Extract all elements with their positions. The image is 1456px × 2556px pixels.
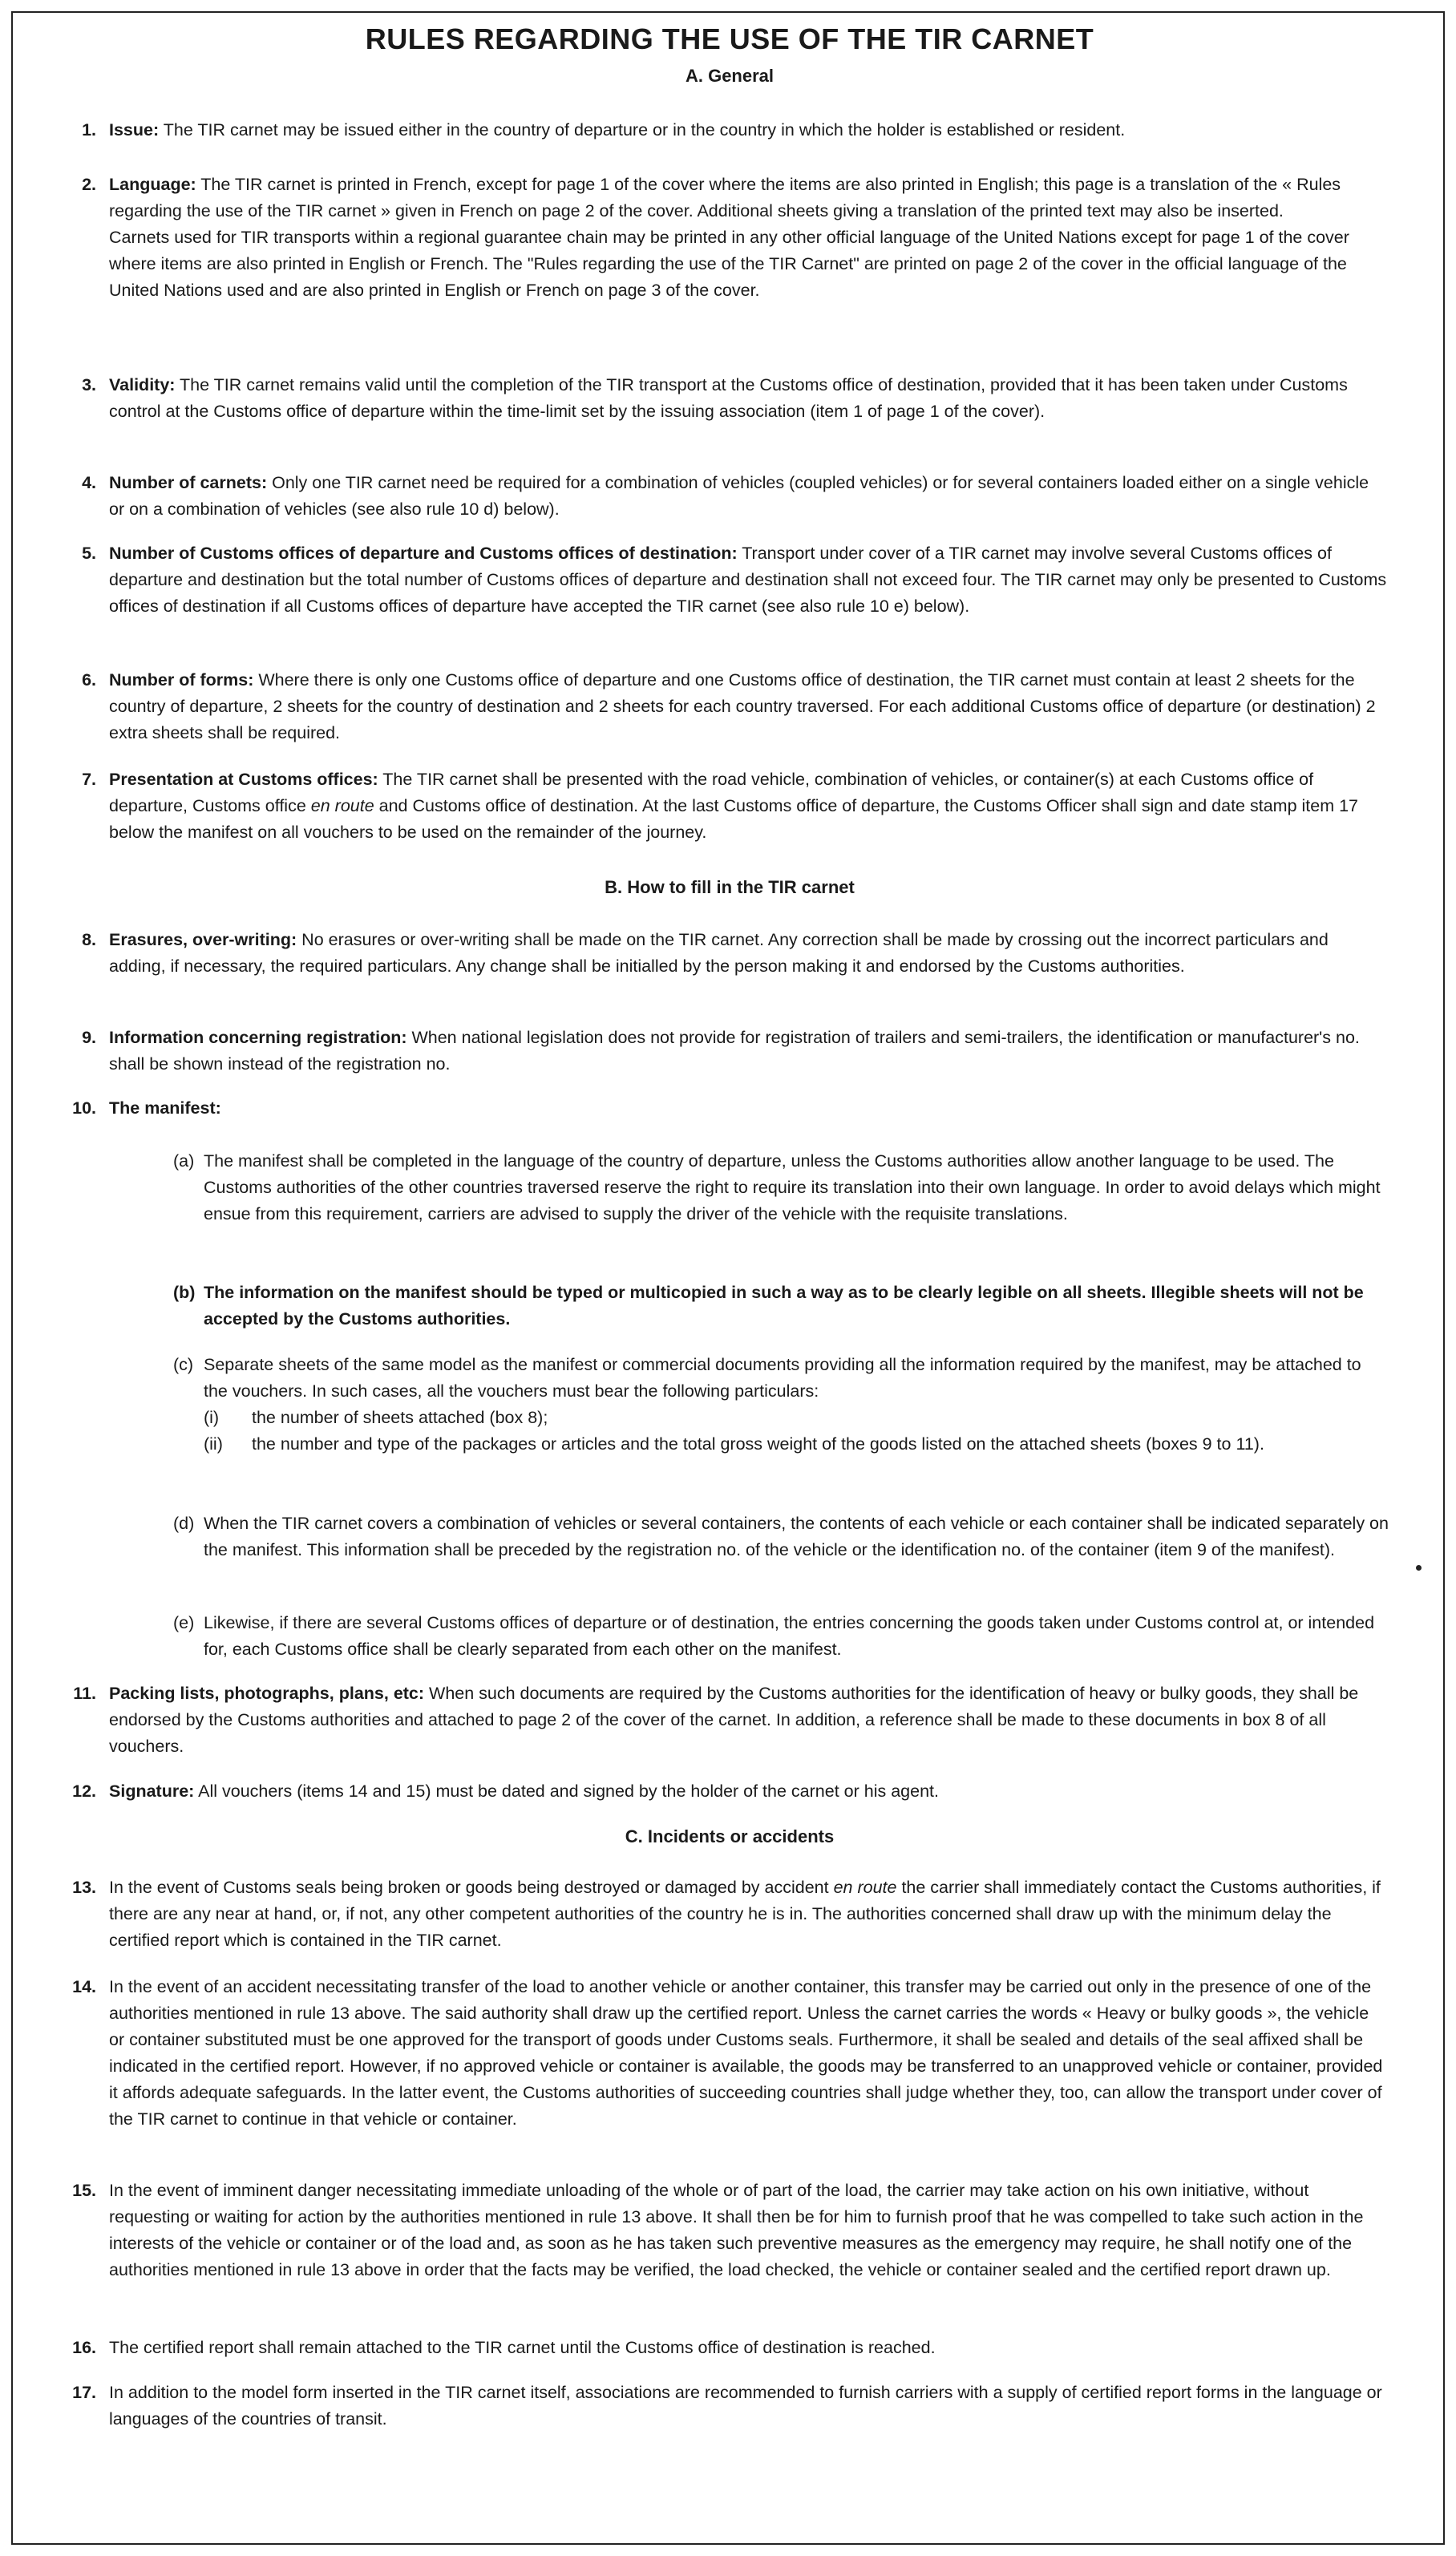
rule-text: In the event of Customs seals being broken or goods being destroyed or damaged by accident <box>109 1878 834 1897</box>
item-text: The information on the manifest should be typed or multicopied in such a way as to be clearly legible on all sheets. Illegible sheets will not be accepted by the Customs authorities. <box>204 1283 1364 1329</box>
rule-text: Transport under cover of a TIR carnet may involve several Customs offices of departure and destination but the total number of Customs offices of departure and destination shall not exceed four. The TIR carnet may only be presented to Customs offices of destination if all Customs offices of departure have accepted the TIR carnet (see also rule 10 e) below). <box>109 544 1387 616</box>
rule-number: 7. <box>82 770 96 789</box>
rule-number: 17. <box>72 2383 96 2402</box>
rule-text: No erasures or over-writing shall be made on the TIR carnet. Any correction shall be made by crossing out the incorrect particulars and adding, if necessary, the required particulars. Any change shall be initialled by the person making it and endorsed by the Customs authorities. <box>109 930 1329 976</box>
item-tag: (a) <box>173 1151 195 1171</box>
rule-label: Number of Customs offices of departure and Customs offices of destination: <box>109 544 738 563</box>
document-title: RULES REGARDING THE USE OF THE TIR CARNET <box>365 22 1094 55</box>
rule-label: Language: <box>109 175 196 194</box>
rule-text-italic: en route <box>833 1878 897 1897</box>
rule-text-italic: en route <box>310 796 374 815</box>
rule-text: Where there is only one Customs office of departure and one Customs office of destination, the TIR carnet must contain at least 2 sheets for the country of departure, 2 sheets for the country of destination and 2 sheets for each country traversed. For each additional Customs office of departure (or destination) 2 extra sheets shall be required. <box>109 670 1376 742</box>
rule-text: The TIR carnet is printed in French, except for page 1 of the cover where the items are also printed in English; this page is a translation of the « Rules regarding the use of the TIR carnet » given in French on page 2 of the cover. Additional sheets giving a translation of the printed text may also be inserted. <box>109 175 1341 220</box>
rule-number: 14. <box>72 1977 96 1996</box>
rule-8 <box>64 927 1389 980</box>
rule-label: Number of forms: <box>109 670 254 690</box>
rule-number: 5. <box>82 544 96 563</box>
rule-number: 1. <box>82 120 96 140</box>
rule-number: 11. <box>73 1684 96 1703</box>
rule-number: 12. <box>72 1782 96 1801</box>
rule-label: The manifest: <box>109 1098 221 1118</box>
item-tag: (c) <box>173 1355 194 1374</box>
rule-4 <box>64 470 1389 523</box>
section-heading-incidents: C. Incidents or accidents <box>625 1826 835 1846</box>
document-frame <box>11 11 1445 2545</box>
rule-label: Issue: <box>109 120 160 140</box>
rule-number: 13. <box>72 1878 96 1897</box>
sub-item-tag: (i) <box>204 1408 220 1427</box>
rule-number: 8. <box>82 930 96 949</box>
item-text: Likewise, if there are several Customs offices of departure or of destination, the entries concerning the goods taken under Customs control at, or intended for, each Customs office shall be clearly separated from each other on the manifest. <box>204 1613 1375 1659</box>
rule-number: 15. <box>72 2181 96 2200</box>
rule-13 <box>64 1875 1389 1954</box>
rule-3 <box>64 372 1389 425</box>
item-text: Separate sheets of the same model as the manifest or commercial documents providing all the information required by the manifest, may be attached to the vouchers. In such cases, all the vouchers must bear the following particulars: <box>204 1355 1361 1401</box>
rule-label: Number of carnets: <box>109 473 268 492</box>
section-heading-how-to-fill: B. How to fill in the TIR carnet <box>605 877 855 897</box>
rule-number: 6. <box>82 670 96 690</box>
rule-text: When national legislation does not provide for registration of trailers and semi-trailers, the identification or manufacturer's no. shall be shown instead of the registration no. <box>109 1028 1360 1074</box>
rule-number: 2. <box>82 175 96 194</box>
rule-label: Presentation at Customs offices: <box>109 770 378 789</box>
sub-item-ii <box>204 1431 1389 1458</box>
rule-10-item-c <box>173 1352 1389 1458</box>
rule-15 <box>64 2178 1389 2283</box>
rule-label: Information concerning registration: <box>109 1028 407 1047</box>
rule-text: Only one TIR carnet need be required for a combination of vehicles (coupled vehicles) or for several containers loaded either on a single vehicle or on a combination of vehicles (see also rule 10 d) below). <box>109 473 1369 519</box>
item-tag: (b) <box>173 1283 196 1302</box>
rule-label: Erasures, over-writing: <box>109 930 297 949</box>
rule-label: Validity: <box>109 375 176 394</box>
rule-text-continued: Carnets used for TIR transports within a regional guarantee chain may be printed in any other official language of the United Nations except for page 1 of the cover where items are also printed in English or French. The "Rules regarding the use of the TIR Carnet" are printed on page 2 of the cover in the official language of the United Nations used and are also printed in English or French on page 3 of the cover. <box>109 228 1349 300</box>
rule-10-item-e <box>173 1610 1389 1663</box>
rule-10-item-b <box>173 1280 1389 1333</box>
rule-16 <box>64 2335 1389 2361</box>
rule-number: 4. <box>82 473 96 492</box>
rule-text: The TIR carnet remains valid until the completion of the TIR transport at the Customs office of destination, provided that it has been taken under Customs control at the Customs office of departure within the time-limit set by the issuing association (item 1 of page 1 of the cover). <box>109 375 1348 421</box>
rule-label: Packing lists, photographs, plans, etc: <box>109 1684 425 1703</box>
sub-item-i <box>204 1405 1389 1431</box>
item-tag: (d) <box>173 1514 195 1533</box>
stray-mark <box>1416 1565 1422 1571</box>
rule-number: 3. <box>82 375 96 394</box>
sub-item-text: the number of sheets attached (box 8); <box>252 1408 548 1427</box>
rule-text: In the event of an accident necessitating transfer of the load to another vehicle or another container, this transfer may be carried out only in the presence of one of the authorities mentioned in rule 13 above. The said authority shall draw up the certified report. Unless the carnet carries the words « Heavy or bulky goods », the vehicle or container substituted must be one approved for the transport of goods under Customs seals. Furthermore, it shall be sealed and details of the seal affixed shall be indicated in the certified report. However, if no approved vehicle or container is available, the goods may be transferred to an unapproved vehicle or container, provided it affords adequate safeguards. In the latter event, the Customs authorities of succeeding countries shall judge whether they, too, can allow the transport under cover of the TIR carnet to continue in that vehicle or container. <box>109 1977 1383 2129</box>
rule-text: When such documents are required by the Customs authorities for the identification of heavy or bulky goods, they shall be endorsed by the Customs authorities and attached to page 2 of the cover of the carnet. In addition, a reference shall be made to these documents in box 8 of all vouchers. <box>109 1684 1359 1756</box>
rule-12 <box>64 1778 1389 1805</box>
rule-text: the carrier shall immediately contact the Customs authorities, if there are any near at hand, or, if not, any other competent authorities of the country he is in. The authorities concerned shall draw up with the minimum delay the certified report which is contained in the TIR carnet. <box>109 1878 1381 1950</box>
rule-11 <box>64 1680 1389 1760</box>
rule-number: 9. <box>82 1028 96 1047</box>
rule-text: The TIR carnet may be issued either in the country of departure or in the country in which the holder is established or resident. <box>159 120 1126 140</box>
rule-text: In the event of imminent danger necessitating immediate unloading of the whole or of part of the load, the carrier may take action on his own initiative, without requesting or waiting for action by the authorities mentioned in rule 13 above. It shall then be for him to furnish proof that he was compelled to take such action in the interests of the vehicle or container or of the load and, as soon as he has taken such preventive measures as the emergency may require, he shall notify one of the authorities mentioned in rule 13 above in order that the facts may be verified, the load checked, the vehicle or container sealed and the certified report drawn up. <box>109 2181 1364 2279</box>
rule-text: and Customs office of destination. At the last Customs office of departure, the Customs Officer shall sign and date stamp item 17 below the manifest on all vouchers to be used on the remainder of the journey. <box>109 796 1359 842</box>
rule-1 <box>64 117 1389 144</box>
rule-17 <box>64 2380 1389 2433</box>
rule-5 <box>64 540 1389 620</box>
rule-text: The TIR carnet shall be presented with the road vehicle, combination of vehicles, or container(s) at each Customs office of departure, Customs office <box>109 770 1314 815</box>
item-text: The manifest shall be completed in the language of the country of departure, unless the Customs authorities allow another language to be used. The Customs authorities of the other countries traversed reserve the right to require its translation into their own language. In order to avoid delays which might ensue from this requirement, carriers are advised to supply the driver of the vehicle with the requisite translations. <box>204 1151 1381 1223</box>
rule-number: 16. <box>72 2338 96 2357</box>
item-text: When the TIR carnet covers a combination of vehicles or several containers, the contents of each vehicle or each container shall be indicated separately on the manifest. This information shall be preceded by the registration no. of the vehicle or the identification no. of the container (item 9 of the manifest). <box>204 1514 1389 1559</box>
rule-14 <box>64 1974 1389 2133</box>
rule-7 <box>64 766 1389 846</box>
rule-label: Signature: <box>109 1782 195 1801</box>
item-tag: (e) <box>173 1613 195 1632</box>
rule-10-item-a <box>173 1148 1389 1227</box>
rule-10-item-d <box>173 1511 1389 1563</box>
section-heading-general: A. General <box>685 66 775 86</box>
rule-9 <box>64 1025 1389 1078</box>
rule-2 <box>64 172 1389 304</box>
sub-item-text: the number and type of the packages or articles and the total gross weight of the goods listed on the attached sheets (boxes 9 to 11). <box>252 1434 1264 1454</box>
rule-number: 10. <box>72 1098 96 1118</box>
rule-10 <box>64 1095 1389 1122</box>
rule-text: All vouchers (items 14 and 15) must be dated and signed by the holder of the carnet or his agent. <box>194 1782 939 1801</box>
sub-item-tag: (ii) <box>204 1434 223 1454</box>
rule-text: The certified report shall remain attached to the TIR carnet until the Customs office of destination is reached. <box>109 2338 936 2357</box>
rule-text: In addition to the model form inserted in the TIR carnet itself, associations are recommended to furnish carriers with a supply of certified report forms in the language or languages of the countries of transit. <box>109 2383 1382 2429</box>
rule-6 <box>64 667 1389 746</box>
